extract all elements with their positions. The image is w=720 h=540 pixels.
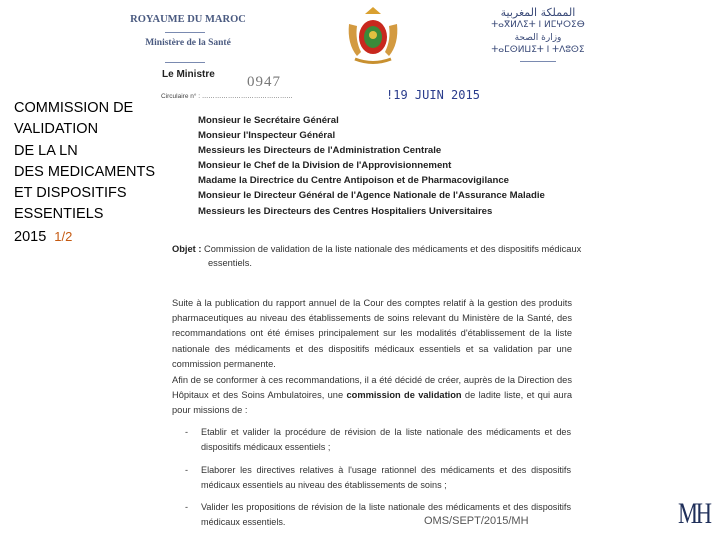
recipient: Monsieur le Chef de la Division de l'Approvisionnement — [198, 160, 452, 172]
mission-text: Valider les propositions de révision de la liste nationale des médicaments et des dispositifs médicaux essentiels. — [201, 502, 571, 527]
circular-label: Circulaire n° : …………………………………… — [161, 93, 293, 100]
title-year: 2015 — [14, 228, 47, 245]
bullet: - — [185, 427, 189, 437]
recipient: Monsieur l'Inspecteur Général — [198, 130, 336, 142]
recipient: Madame la Directrice du Centre Antipoison et de Pharmacovigilance — [198, 175, 509, 187]
title-line: DE LA LN — [14, 142, 78, 159]
paragraph-2-text: Afin de se conformer à ces recommandations, il a été décidé de créer, auprès de la Direction des Hôpitaux et des Soins Ambulatoires, une — [172, 375, 572, 401]
recipient: Messieurs les Directeurs des Centres Hospitaliers Universitaires — [198, 205, 493, 217]
slide-title — [14, 98, 155, 248]
paragraph-1: Suite à la publication du rapport annuel de la Cour des comptes relatif à la gestion des produits pharmaceutiques au niveau des établissements de soins relevant du Ministère de la Santé, des recommandations ont été émises principalement sur les modalités d'établissement de la liste nationale des médicaments et des dispositifs médicaux essentiels et sa validation par une commission permanente. — [172, 298, 572, 369]
part-indicator: 1/2 — [54, 228, 73, 244]
paragraph-2-text: de ladite liste, et qui aura pour missions de : — [172, 390, 572, 416]
title-line: COMMISSION DE — [14, 100, 134, 116]
bullet: - — [185, 502, 189, 512]
kingdom-tifinagh: ⵜⴰⴳⵍⴷⵉⵜ ⵏ ⵍⵎⵖⵔⵉⴱ — [491, 20, 585, 30]
title-line: DES MEDICAMENTS — [14, 163, 155, 180]
circular-number: 0947 — [247, 74, 281, 90]
mission-text: Etablir et valider la procédure de révision de la liste nationale des médicaments et des dispositifs médicaux essentiels ; — [201, 427, 571, 452]
footer-reference: OMS/SEPT/2015/MH — [424, 515, 529, 527]
object-label: Objet : — [172, 244, 202, 254]
mission-text: Elaborer les directives relatives à l'usage rationnel des médicaments et des dispositifs médicaux essentiels au niveau des établissements de soins ; — [201, 465, 571, 490]
mission-item — [185, 425, 571, 454]
mh-logo: MH — [678, 497, 710, 530]
title-line: ESSENTIELS — [14, 206, 104, 223]
ministry-ar: وزارة الصحة — [514, 33, 562, 43]
recipient: Monsieur le Secrétaire Général — [198, 115, 339, 126]
recipient: Monsieur le Directeur Général de l'Agence Nationale de l'Assurance Maladie — [198, 190, 545, 202]
paragraph-2 — [172, 373, 572, 419]
title-year-line — [14, 226, 155, 248]
paragraph-2-bold: commission de validation — [346, 390, 462, 401]
mission-item — [185, 463, 571, 492]
kingdom-fr: ROYAUME DU MAROC — [130, 14, 246, 25]
kingdom-ar: المملكة المغربية — [500, 6, 576, 19]
bullet: - — [185, 465, 189, 475]
ministry-fr: Ministère de la Santé — [145, 38, 231, 48]
ministry-tifinagh: ⵜⴰⵎⵙⵍⵡⵉⵜ ⵏ ⵜⴷⵓⵙⵉ — [491, 45, 585, 55]
recipients-list — [198, 113, 545, 219]
recipient: Messieurs les Directeurs de l'Administration Centrale — [198, 145, 442, 157]
title-line: ET DISPOSITIFS — [14, 185, 127, 202]
object-text: Commission de validation de la liste nationale des médicaments et des dispositifs médicaux essentiels. — [204, 244, 582, 268]
date-stamp: !19 JUIN 2015 — [386, 88, 480, 102]
title-line: VALIDATION — [14, 121, 99, 138]
sender: Le Ministre — [162, 69, 215, 80]
object-line — [172, 242, 608, 270]
coat-of-arms-icon — [343, 4, 403, 66]
